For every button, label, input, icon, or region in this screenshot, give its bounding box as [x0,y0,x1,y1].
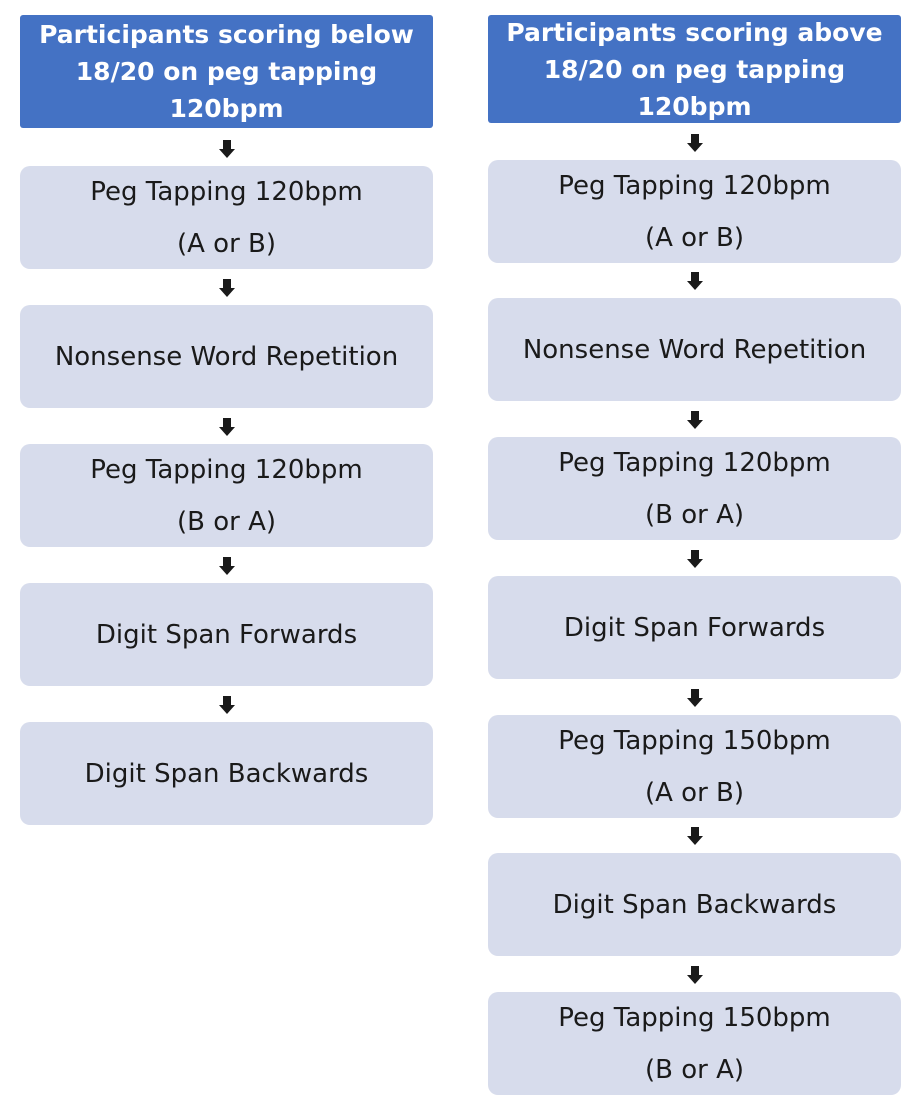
step-text-line: (B or A) [644,1054,745,1085]
step-text-line: Digit Span Backwards [552,889,837,920]
left-step-box [20,305,433,408]
step-text-line: (A or B) [644,777,745,808]
header-text-line: Participants scoring below [39,20,414,49]
step-text-line: Peg Tapping 120bpm [90,454,363,485]
down-arrow-icon [687,689,703,707]
header-text-line: 18/20 on peg tapping [543,54,846,84]
right-step-box [488,992,901,1095]
left-header-box [20,15,433,128]
right-step-box [488,853,901,956]
step-text-line: Digit Span Forwards [563,612,826,643]
step-text-line: Peg Tapping 120bpm [558,447,831,478]
down-arrow-icon [219,418,235,436]
down-arrow-icon [219,557,235,575]
down-arrow-icon [687,134,703,152]
left-step-box [20,722,433,825]
right-step-box [488,715,901,818]
down-arrow-icon [687,966,703,984]
step-text-line: Digit Span Forwards [95,619,358,650]
right-step-box [488,437,901,540]
step-text-line: (B or A) [644,499,745,530]
step-text-line: Nonsense Word Repetition [522,334,867,365]
step-text-line: Peg Tapping 120bpm [558,170,831,201]
down-arrow-icon [687,550,703,568]
header-text-line: 120bpm [169,94,284,123]
right-step-box [488,298,901,401]
down-arrow-icon [687,272,703,290]
down-arrow-icon [219,696,235,714]
step-text-line: Digit Span Backwards [84,758,369,789]
step-text-line: Nonsense Word Repetition [54,341,399,372]
right-step-box [488,160,901,263]
right-header-box [488,15,901,123]
down-arrow-icon [687,411,703,429]
down-arrow-icon [219,279,235,297]
down-arrow-icon [687,827,703,845]
step-text-line: (A or B) [176,228,277,259]
step-text-line: Peg Tapping 150bpm [558,725,831,756]
left-step-box [20,166,433,269]
header-text-line: Participants scoring above [506,17,883,47]
step-text-line: (B or A) [176,506,277,537]
step-text-line: Peg Tapping 150bpm [558,1002,831,1033]
right-step-box [488,576,901,679]
down-arrow-icon [219,140,235,158]
left-step-box [20,444,433,547]
header-text-line: 18/20 on peg tapping [75,57,378,86]
step-text-line: Peg Tapping 120bpm [90,176,363,207]
header-text-line: 120bpm [637,91,752,121]
left-step-box [20,583,433,686]
step-text-line: (A or B) [644,222,745,253]
